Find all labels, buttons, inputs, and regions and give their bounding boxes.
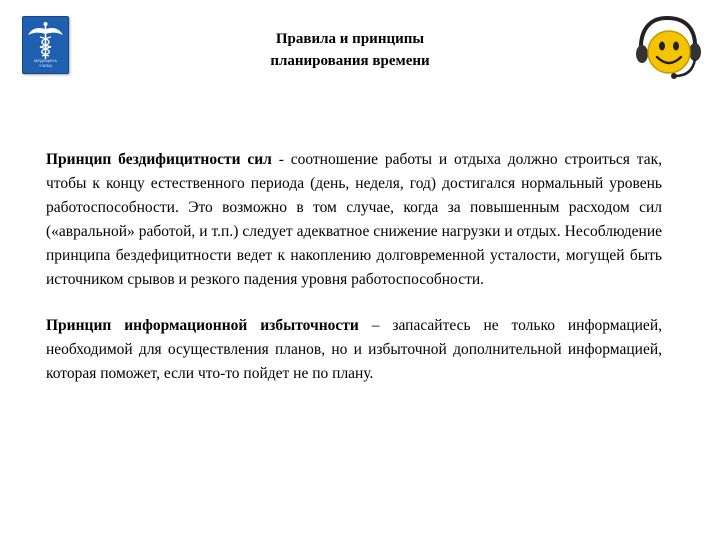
principle-term: Принцип бездифицитности сил [46,151,272,168]
logo-caption: МЕДИЦИНА УЧЕБА [34,58,57,68]
title-line-1: Правила и принципы [275,31,425,47]
title-line-2: планирования времени [270,53,430,69]
principle-information-redundancy [46,314,662,386]
principle-description: – запасайтесь не только информацией, необходимой для осуществления планов, но и избыточной дополнительной информацией, которая поможет, если что-то пойдет не по плану. [46,317,662,382]
smiley-headset-icon [633,14,705,82]
page-title [200,28,500,72]
principle-term: Принцип информационной избыточности [46,317,359,334]
content-body [46,148,662,408]
principle-description: - соотношение работы и отдыха должно строиться так, чтобы к концу естественного периода (день, неделя, год) достигался нормальный уровень работоспособности. Это возможно в том случае, когда за повышенным расходом сил («авральной» работой, и т.п.) следует адекватное снижение нагрузки и отдых. Несоблюдение принципа бездефицитности ведет к накоплению долговременной усталости, могущей быть источником срывов и резкого падения уровня работоспособности. [46,151,663,288]
principle-deficit-free [46,148,662,292]
logo-badge [22,16,69,74]
